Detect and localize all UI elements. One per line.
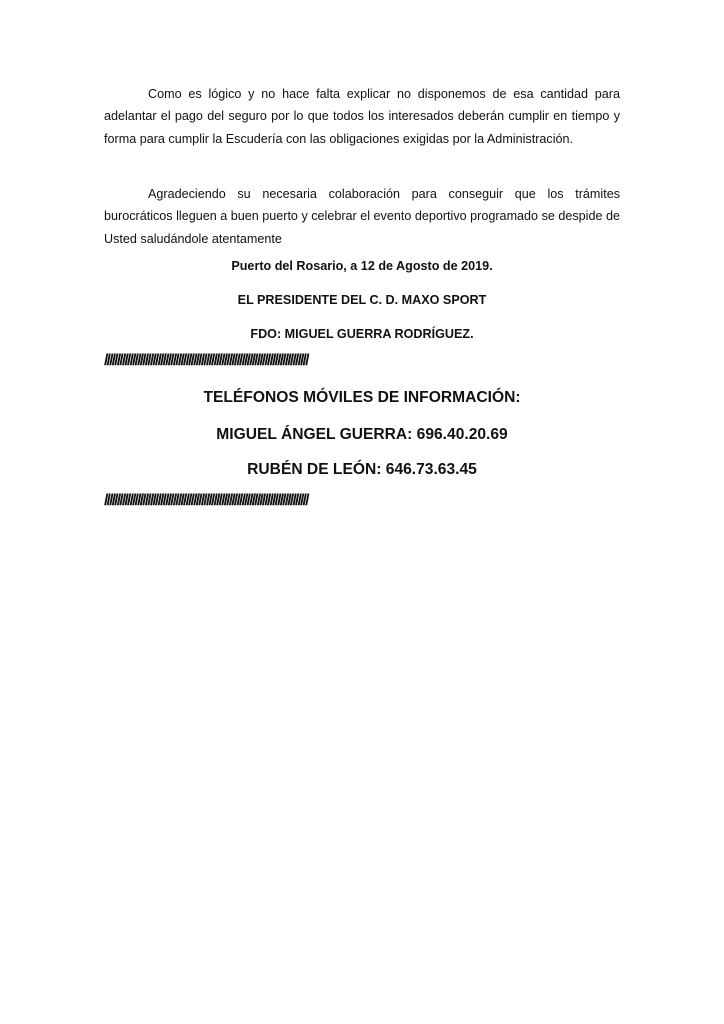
place-and-date: Puerto del Rosario, a 12 de Agosto de 2019. (231, 259, 493, 273)
contact-phone-1: MIGUEL ÁNGEL GUERRA: 696.40.20.69 (216, 426, 508, 443)
signer-title: EL PRESIDENTE DEL C. D. MAXO SPORT (237, 293, 487, 307)
body-paragraph-2: Agradeciendo su necesaria colaboración para conseguir que los trámites burocráticos lleguen a buen puerto y celebrar el evento deportivo programado se despide de Usted saludándole atentamente (104, 187, 620, 246)
contacts-heading: TELÉFONOS MÓVILES DE INFORMACIÓN: (203, 389, 521, 406)
contact-phone-2: RUBÉN DE LEÓN: 646.73.63.45 (247, 461, 477, 478)
slash-divider-bottom: //////////////////////////////////////////////////////////////////////////////// (104, 492, 308, 509)
slash-divider-top: //////////////////////////////////////////////////////////////////////////////// (104, 352, 308, 369)
signature-line: FDO: MIGUEL GUERRA RODRÍGUEZ. (250, 327, 474, 341)
body-paragraph-1: Como es lógico y no hace falta explicar no disponemos de esa cantidad para adelantar el pago del seguro por lo que todos los interesados deberán cumplir en tiempo y forma para cumplir la Escudería con las obligaciones exigidas por la Administración. (104, 87, 620, 146)
